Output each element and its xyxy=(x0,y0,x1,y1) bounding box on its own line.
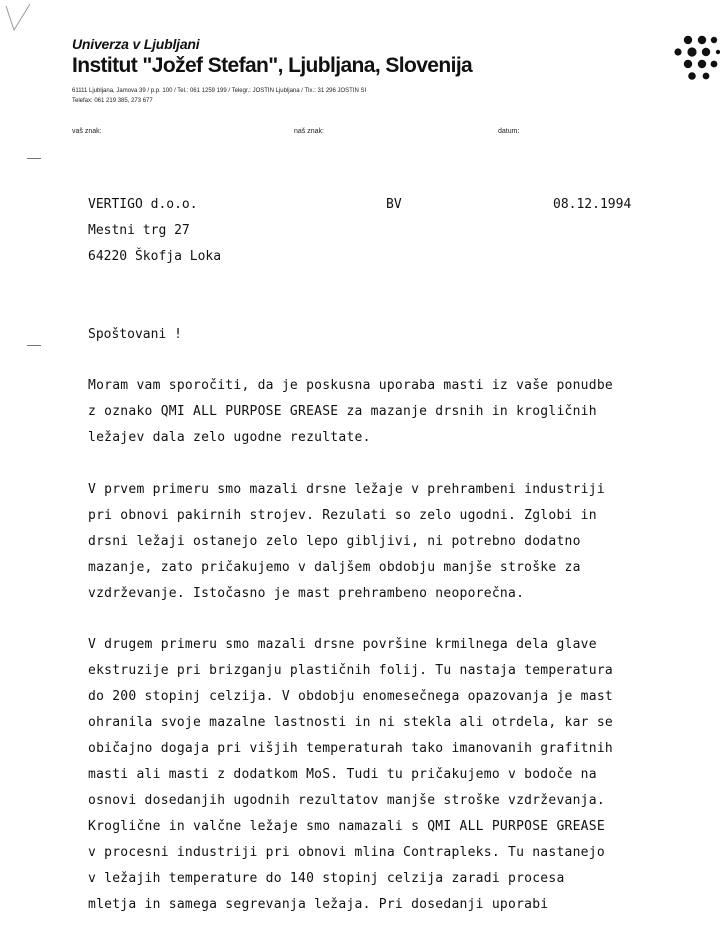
university-name: Univerza v Ljubljani xyxy=(72,36,200,52)
body-line: masti ali masti z dodatkom MoS. Tudi tu pričakujemo v bodoče na xyxy=(88,767,597,782)
body-line: drsni ležaji ostanejo zelo lepo gibljivi, ni potrebno dodatno xyxy=(88,534,581,549)
body-line: osnovi dosedanjih ugodnih rezultatov manjše stroške vzdrževanja. xyxy=(88,793,605,808)
date-field-label: datum: xyxy=(498,128,520,135)
body-line: V drugem primeru smo mazali drsne površine krmilnega dela glave xyxy=(88,637,597,652)
body-line: v procesni industriji pri obnovi mlina Contrapleks. Tu nastanejo xyxy=(88,845,605,860)
body-line: pri obnovi pakirnih strojev. Rezulati so zelo ugodni. Zglobi in xyxy=(88,508,597,523)
your-reference-label: vaš znak: xyxy=(72,128,102,135)
body-line: mletja in samega segrevanja ležaja. Pri dosedanji uporabi xyxy=(88,897,549,912)
fold-mark-middle xyxy=(27,345,41,346)
body-line: mazanje, zato pričakujemo v daljšem obdobju manjše stroške za xyxy=(88,560,581,575)
letter-date: 08.12.1994 xyxy=(553,197,632,212)
body-line: v ležajih temperature do 140 stopinj celzija zaradi procesa xyxy=(88,871,565,886)
institute-name: Institut "Jožef Stefan", Ljubljana, Slovenija xyxy=(72,54,473,77)
body-line: ekstruzije pri brizganju plastičnih folij. Tu nastaja temperatura xyxy=(88,663,613,678)
our-reference-label: naš znak: xyxy=(294,128,324,135)
dot-matrix-logo-icon xyxy=(664,34,720,84)
body-line: običajno dogaja pri višjih temperaturah tako imanovanih grafitnih xyxy=(88,741,613,756)
body-line: vzdrževanje. Istočasno je mast prehrambeno neoporečna. xyxy=(88,586,525,601)
recipient-city: 64220 Škofja Loka xyxy=(88,249,222,264)
body-line: do 200 stopinj celzija. V obdobju enomesečnega opazovanja je mast xyxy=(88,689,613,704)
body-line: z oznako QMI ALL PURPOSE GREASE za mazanje drsnih in krogličnih xyxy=(88,404,597,419)
body-line: Moram vam sporočiti, da je poskusna uporaba masti iz vaše ponudbe xyxy=(88,378,613,393)
sender-initials: BV xyxy=(386,197,402,212)
recipient-company: VERTIGO d.o.o. xyxy=(88,197,198,212)
fold-mark-top xyxy=(27,158,41,159)
scan-corner-mark xyxy=(0,0,40,40)
recipient-street: Mestni trg 27 xyxy=(88,223,190,238)
body-line: ohranila svoje mazalne lastnosti in ni stekla ali otrdela, kar se xyxy=(88,715,613,730)
body-line: ležajev dala zelo ugodne rezultate. xyxy=(88,430,371,445)
body-line: V prvem primeru smo mazali drsne ležaje v prehrambeni industriji xyxy=(88,482,605,497)
institute-fax: Telefax: 061 219 385, 273 677 xyxy=(72,98,153,104)
salutation: Spoštovani ! xyxy=(88,327,182,342)
institute-address: 61111 Ljubljana, Jamova 39 / p.p. 100 / Tel.: 061 1259 199 / Telegr.: JOSTIN Ljubljana / Tlx.: 31 296 JOSTIN SI xyxy=(72,88,367,94)
body-line: Kroglične in valčne ležaje smo namazali s QMI ALL PURPOSE GREASE xyxy=(88,819,605,834)
